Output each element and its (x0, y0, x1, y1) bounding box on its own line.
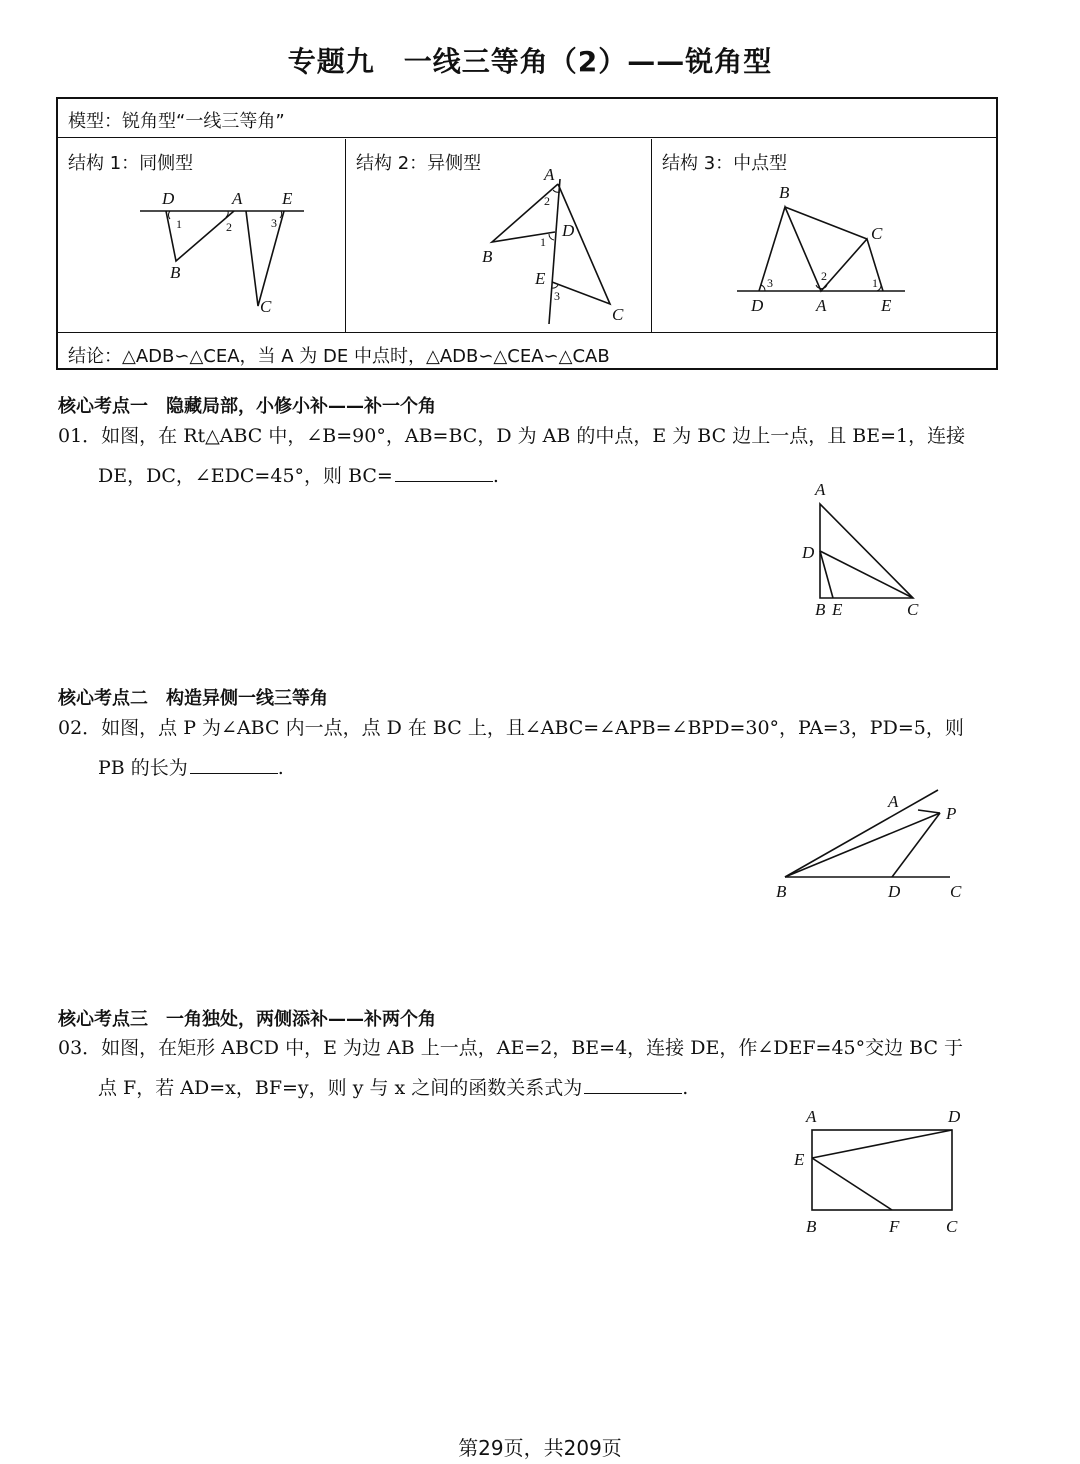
angle-1: 1 (176, 217, 182, 231)
question-3: 03．如图，在矩形 ABCD 中，E 为边 AB 上一点，AE=2，BE=4，连接 DE，作∠DEF=45°交边 BC 于 点 F，若 AD=x，BF=y，则 y 与 x 之间的函数关系式为 . (58, 1028, 1018, 1108)
structure-2-label: 结构 2：异侧型 (356, 153, 482, 174)
label-C: C (871, 224, 883, 243)
structure-3-label: 结构 3：中点型 (662, 153, 788, 174)
structure-1-figure (136, 181, 316, 321)
question-1-line2: DE，DC，∠EDC=45°，则 BC= (98, 465, 393, 487)
label-B: B (815, 600, 826, 619)
label-A: A (806, 1107, 817, 1126)
label-D: D (751, 296, 764, 315)
angle-2: 2 (821, 269, 827, 283)
conclusion: 结论：△ADB∽△CEA，当 A 为 DE 中点时，△ADB∽△CEA∽△CAB (68, 346, 610, 367)
structure-1-label: 结构 1：同侧型 (68, 153, 194, 174)
label-C: C (612, 305, 624, 324)
divider (345, 139, 346, 332)
label-E: E (832, 600, 843, 619)
label-E: E (794, 1150, 805, 1169)
section-2-heading: 核心考点二 构造异侧一线三等角 (58, 688, 328, 709)
label-C: C (950, 882, 962, 901)
question-1-line1: 01．如图，在 Rt△ABC 中，∠B=90°，AB=BC，D 为 AB 的中点，E 为 BC 边上一点，且 BE=1，连接 (58, 425, 966, 447)
label-A: A (816, 296, 827, 315)
angle-1: 1 (872, 276, 878, 290)
label-D: D (802, 543, 815, 562)
divider (651, 139, 652, 332)
label-C: C (260, 297, 272, 316)
label-A: A (888, 792, 899, 811)
page-title: 专题九 一线三等角（2）——锐角型 (287, 45, 773, 78)
question-1: 01．如图，在 Rt△ABC 中，∠B=90°，AB=BC，D 为 AB 的中点，E 为 BC 边上一点，且 BE=1，连接 DE，DC，∠EDC=45°，则 BC= . (58, 416, 1018, 496)
answer-blank[interactable] (584, 1075, 682, 1094)
label-B: B (170, 263, 181, 282)
label-F: F (889, 1217, 900, 1236)
angle-3: 3 (767, 276, 773, 290)
question-2: 02．如图，点 P 为∠ABC 内一点，点 D 在 BC 上，且∠ABC=∠APB=∠BPD=30°，PA=3，PD=5，则 PB 的长为 . (58, 708, 1018, 788)
label-B: B (806, 1217, 817, 1236)
divider (58, 332, 996, 333)
answer-blank[interactable] (395, 463, 493, 482)
label-D: D (948, 1107, 961, 1126)
model-box (56, 97, 998, 370)
label-D: D (888, 882, 901, 901)
label-A: A (815, 480, 826, 499)
question-2-line2: PB 的长为 (98, 757, 188, 779)
label-D: D (562, 221, 575, 240)
angle-1: 1 (540, 235, 546, 249)
question-2-line1: 02．如图，点 P 为∠ABC 内一点，点 D 在 BC 上，且∠ABC=∠APB=∠BPD=30°，PA=3，PD=5，则 (58, 717, 964, 739)
label-D: D (162, 189, 175, 208)
section-1-heading: 核心考点一 隐藏局部，小修小补——补一个角 (58, 396, 436, 417)
structure-2-figure (476, 164, 636, 329)
label-E: E (535, 269, 546, 288)
structure-3-figure (733, 181, 913, 321)
label-B: B (482, 247, 493, 266)
angle-2: 2 (544, 194, 550, 208)
answer-blank[interactable] (190, 755, 278, 774)
label-C: C (907, 600, 919, 619)
question-1-figure (795, 478, 935, 623)
question-2-figure (770, 785, 970, 905)
label-E: E (282, 189, 293, 208)
question-3-line2: 点 F，若 AD=x，BF=y，则 y 与 x 之间的函数关系式为 (98, 1077, 583, 1099)
divider (58, 137, 996, 138)
angle-3: 3 (554, 289, 560, 303)
angle-3: 3 (271, 216, 277, 230)
question-3-line1: 03．如图，在矩形 ABCD 中，E 为边 AB 上一点，AE=2，BE=4，连接 DE，作∠DEF=45°交边 BC 于 (58, 1037, 964, 1059)
label-E: E (881, 296, 892, 315)
label-A: A (544, 165, 555, 184)
label-B: B (779, 183, 790, 202)
label-B: B (776, 882, 787, 901)
question-3-figure (790, 1100, 980, 1245)
label-C: C (946, 1217, 958, 1236)
page-number: 第29页，共209页 (458, 1436, 622, 1460)
angle-2: 2 (226, 220, 232, 234)
label-A: A (232, 189, 243, 208)
model-header: 模型：锐角型“一线三等角” (68, 111, 285, 132)
label-P: P (946, 804, 957, 823)
section-3-heading: 核心考点三 一角独处，两侧添补——补两个角 (58, 1009, 436, 1030)
